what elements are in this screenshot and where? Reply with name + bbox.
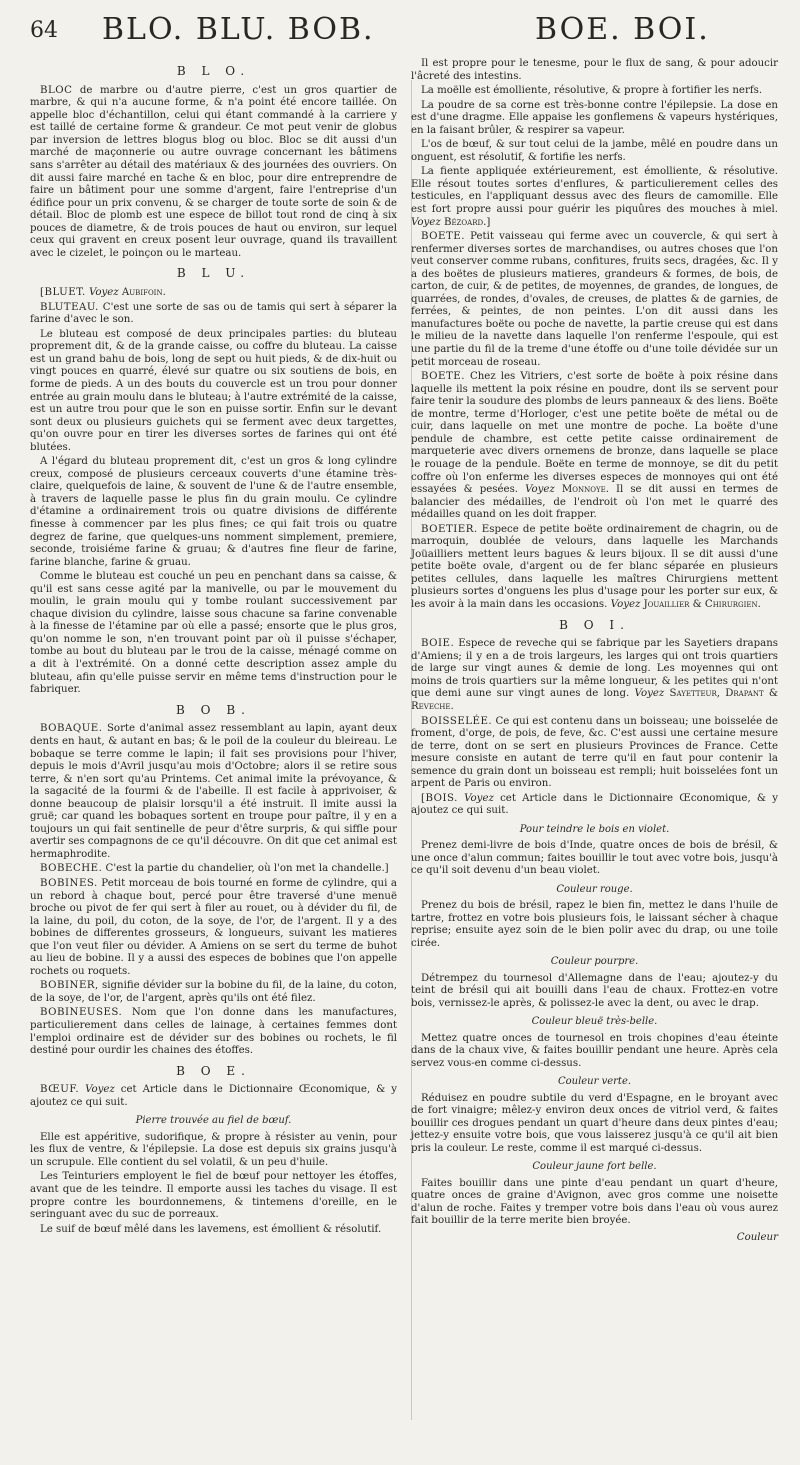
recipe-paragraph: Mettez quatre onces de tournesol en trois chopines d'eau éteinte dans de la chaux vive, & faites bouillir pendant une heure. Après cela servez vous-en comme ci-dessus. xyxy=(411,1032,778,1069)
catchword: Couleur xyxy=(736,1231,778,1243)
entry-text: cet Article dans le Dictionnaire Œconomique, & y ajoutez ce qui suit. xyxy=(30,1084,398,1108)
recipe-paragraph: Prenez demi-livre de bois d'Inde, quatre onces de bois de brésil, & une once d'alun commun; faites bouillir le tout avec votre bois, jusqu'à ce qu'il soit devenu d'un beau violet. xyxy=(411,840,778,877)
cross-reference: Sayetteur, Drapant & Reveche. xyxy=(411,688,778,712)
entry-boete-vitriers xyxy=(411,371,778,522)
entry-bois xyxy=(411,793,778,818)
entry-bluteau xyxy=(30,302,397,327)
page-number: 64 xyxy=(30,18,58,43)
see-also: Voyez xyxy=(518,484,562,496)
paragraph: Le suif de bœuf mêlé dans les lavemens, est émollient & résolutif. xyxy=(40,1223,382,1235)
headword: [BLUET. xyxy=(40,287,86,299)
entry-text: Nom que l'on donne dans les manufactures, particulierement dans celles de lainage, à certaines femmes dont l'emploi ordinaire est de dévider sur des bobines ou rochets, le fil destiné pour ourdir les chaines des étoffes. xyxy=(30,1007,397,1057)
cross-reference: Monnoye. xyxy=(561,484,609,496)
see-also: Voyez xyxy=(607,598,644,610)
see-also: Voyez xyxy=(411,216,444,228)
see-also: Voyez xyxy=(79,1084,121,1096)
entry-bobines xyxy=(30,878,397,978)
paragraph: Elle est appéritive, sudorifique, & propre à résister au venin, pour les flux de ventre, & l'épilepsie. La dose est depuis six grains jusqu'à un scrupule. Elle contient du sel volatil, & un peu d'huile. xyxy=(30,1131,397,1168)
subheading: Couleur pourpre. xyxy=(550,956,639,968)
entry-bobeche xyxy=(30,863,397,876)
paragraph: La moëlle est émolliente, résolutive, & propre à fortifier les nerfs. xyxy=(421,85,763,97)
left-column xyxy=(30,58,397,1244)
see-also: Voyez xyxy=(85,287,122,299)
running-title-left: BLO. BLU. BOB. xyxy=(102,12,375,47)
recipe-paragraph: Détrempez du tournesol d'Allemagne dans de l'eau; ajoutez-y du teint de brésil qui ait bouilli dans l'eau de chaux. Frottez-en votre bois, vernissez-le après, & polissez-le avec la dent, ou avec le drap. xyxy=(411,972,778,1009)
see-also: Voyez xyxy=(629,688,670,700)
headword: BOBINES. xyxy=(40,877,98,889)
recipe-paragraph: Réduisez en poudre subtile du verd d'Espagne, en le broyant avec de fort vinaigre; mêlez-y environ deux onces de vitriol verd, & faites bouillir ces drogues pendant un quart d'heure dans deux pintes d'eau; jettez-y ensuite votre bois, que vous laisserez jusqu'à ce qu'il ait bien pris la couleur. Le reste, comme il est marqué ci-dessus. xyxy=(411,1092,778,1154)
entry-text: Petit vaisseau qui ferme avec un couvercle, & qui sert à renfermer diverses sortes de marchandises, ou autres choses que l'on veut conserver comme rubans, confitures, fruits secs, dragées, &c. Il y a des boëtes de plusieurs matieres, grandeurs & formes, de bois, de carton, de cuir, & de petites, de moyennes, de grandes, de longues, de quarrées, de rondes, d'ovales, de creuses, de plattes & de garnies, de ferrées, & peintes, de non peintes. L'on dit aussi dans les manufactures boëte ou poche de navette, la partie creuse qui est dans le milieu de la navette dans laquelle l'on renferme l'espoule, qui est une partie du fil de la treme d'une étoffe ou d'une toile dévidée sur un petit morceau de roseau. xyxy=(411,231,778,368)
headword: BOETE. xyxy=(421,371,465,383)
paragraph: L'os de bœuf, & sur tout celui de la jambe, mêlé en poudre dans un onguent, est résolutif, & fortifie les nerfs. xyxy=(411,139,778,163)
paragraph: Le bluteau est composé de deux principales parties: du bluteau proprement dit, & de la grande caisse, ou coffre du bluteau. La caisse est un grand bahu de bois, long de sept ou huit pieds, & de dix-huit ou vingt pouces en quarré, élevé sur quatre ou six soutiens de bois, en forme de pieds. A un des bouts du couvercle est un trou pour donner entrée au grain moulu dans le bluteau; à l'autre extrémité de la caisse, est un autre trou pour que le son en puisse sortir. Enfin sur le devant sont deux ou plusieurs guichets qui se ferment avec deux targettes, qu'on ouvre pour en tirer les diverses sortes de farines qui ont été blutées. xyxy=(30,328,397,453)
subheading: Couleur jaune fort belle. xyxy=(532,1161,657,1173)
headword: BŒUF. xyxy=(40,1084,80,1096)
entry-text: cet Article dans le Dictionnaire Œconomique, & y ajoutez ce qui suit. xyxy=(411,792,778,817)
entry-boete xyxy=(411,231,778,369)
entry-text: signifie dévider sur la bobine du fil, de la laine, du coton, de la soye, de l'or, de l'argent, après qu'ils ont été filez. xyxy=(30,980,397,1004)
entry-text: C'est la partie du chandelier, où l'on met la chandelle.] xyxy=(102,863,389,875)
paragraph: Comme le bluteau est couché un peu en penchant dans sa caisse, & qu'il est sans cesse agité par la manivelle, ou par le mouvement du moulin, le grain moulu qui y tombe roulant successivement par chaque division du cylindre, laisse sous chacune sa farine convenable à la finesse de l'étamine par où elle a passé; ensorte que le plus gros, qu'on nomme le son, n'en trouvant point par où il puisse s'échaper, tombe au bout du bluteau par le trou de la caisse, ménagé comme on a dit à l'extrémité. On a donné cette description assez ample du bluteau, afin qu'elle puisse servir en même tems d'instruction pour le fabriquer. xyxy=(30,571,397,696)
paragraph: La poudre de sa corne est très-bonne contre l'épilepsie. La dose en est d'une dragme. Elle appaise les gonflemens & vapeurs hystériques, en la faisant brûler, & respirer sa vapeur. xyxy=(411,99,778,136)
entry-text: Sorte d'animal assez ressemblant au lapin, ayant deux dents en haut, & autant en bas; & le poil de la couleur du bleireau. Le bobaque se terre comme le lapin; il fait ses provisions pour l'hiver, depuis le mois d'Avril jusqu'au mois d'Octobre; alors il se retire sous terre, & n'en sort qu'au Printems. Cet animal imite la prévoyance, & la sagacité de la fourmi & de l'abeille. Il est facile à apprivoiser, & donne beaucoup de plaisir lorsqu'il a été instruit. Il imite aussi la gruë; car quand les bobaques sortent en troupe pour paître, il y en a toujours un qui fait sentinelle de peur d'être surpris, & qui siffle pour avertir ses compagnons de ce qu'il découvre. On dit que cet animal est hermaphrodite. xyxy=(30,723,397,860)
subheading: Pour teindre le bois en violet. xyxy=(519,823,670,835)
recipe-paragraph: Faites bouillir dans une pinte d'eau pendant un quart d'heure, quatre onces de graine d'Avignon, avec gros comme une noisette d'alun de roche. Faites y tremper votre bois dans l'eau où vous aurez fait bouillir de la terre merite bien broyée. xyxy=(411,1177,778,1227)
section-heading: B L U. xyxy=(176,266,251,281)
subheading: Couleur verte. xyxy=(557,1076,632,1088)
running-title-right: BOE. BOI. xyxy=(535,12,710,47)
entry-text: Espece de reveche qui se fabrique par les Sayetiers drapans d'Amiens; il y en a de trois largeurs, les larges qui ont trois quartiers de large sur vingt aunes & demie de long. Les moyennes qui ont moins de trois quartiers sur la même longueur, & les petites qui n'ont que demi aune sur vingt aunes de long. xyxy=(411,638,778,700)
subheading: Pierre trouvée au fiel de bœuf. xyxy=(135,1115,292,1127)
paragraph xyxy=(411,166,778,229)
entry-bloc xyxy=(30,85,397,261)
section-heading: B O B. xyxy=(176,702,251,717)
entry-boisselee xyxy=(411,716,778,791)
entry-boetier xyxy=(411,524,778,612)
subheading: Couleur bleuë très-belle. xyxy=(531,1016,658,1028)
cross-reference: Bézoard.] xyxy=(443,216,491,228)
section-heading: B O I. xyxy=(559,617,630,632)
paragraph-text: La fiente appliquée extérieurement, est émolliente, & résolutive. Elle résout toutes sortes d'enflures, & particulierement celles des testicules, en l'appliquant dessus avec des fleurs de camomille. Elle est fort propre aussi pour guérir les piquûres des mouches à miel. xyxy=(411,166,778,216)
entry-text: C'est une sorte de sas ou de tamis qui sert à séparer la farine d'avec le son. xyxy=(30,301,397,326)
entry-text: Il se dit aussi en termes de balancier des médailles, de l'endroit où l'on met le quarré des médailles quand on les doit frapper. xyxy=(411,484,779,521)
section-heading: B O E. xyxy=(176,1063,251,1078)
recipe-paragraph: Prenez du bois de brésil, rapez le bien fin, mettez le dans l'huile de tartre, frottez en votre bois plusieurs fois, le laissant sécher à chaque reprise; ensuite ayez soin de le bien polir avec du drap, ou une toile cirée. xyxy=(411,900,778,949)
entry-bobineuses xyxy=(30,1007,397,1057)
entry-text: Espece de petite boëte ordinairement de chagrin, ou de marroquin, doublée de velours, dans laquelle les Marchands Joüailliers mettent leurs bagues & leurs bijoux. Il se dit aussi d'une petite boëte ovale, d'argent ou de fer blanc séparée en plusieurs petites cellules, dans laquelle les maîtres Chirurgiens mettent plusieurs sortes d'onguens les plus d'usage pour les porter sur eux, & les avoir à la main dans les occasions. xyxy=(411,523,778,610)
subheading: Couleur rouge. xyxy=(556,883,633,895)
headword: BOBECHE. xyxy=(40,863,103,875)
paragraph: Les Teinturiers employent le fiel de bœuf pour nettoyer les étoffes, avant que de les teindre. Il emporte aussi les taches du visage. Il est propre contre les bourdonnemens, & tintemens d'oreille, en le seringuant avec du suc de porreaux. xyxy=(30,1171,397,1221)
headword: [BOIS. xyxy=(421,792,458,804)
cross-reference: Aubifoin. xyxy=(121,287,166,299)
headword: BOBAQUE. xyxy=(40,723,103,735)
entry-text: de marbre ou d'autre pierre, c'est un gros quartier de marbre, & qui n'a aucune forme, & n'a point été encore taillée. On appelle bloc d'échantillon, celui qui étant commandé à la carriere y est taillé de certaine forme & grandeur. Ce mot peut venir de globus par inversion de lettres blogus blog ou bloc. Bloc se dit aussi d'un marché de maçonnerie ou autre ouvrage concernant les bâtimens sans s'arrêter au détail des matériaux & des journées des ouvriers. On dit aussi faire marché en tache & en bloc, pour dire entreprendre de faire un bâtiment pour une somme d'argent, faire l'entreprise d'un édifice pour un prix convenu, & se charger de toute sorte de soin & de détail. Bloc de plomb est une espece de billot tout rond de cinq à six pouces de diametre, & de trois pouces de haut ou environ, sur lequel ceux qui gravent en creux posent leur ouvrage, quand ils travaillent avec le cizelet, le poinçon ou le marteau. xyxy=(30,84,397,259)
entry-boie xyxy=(411,638,778,713)
right-column xyxy=(411,58,778,1244)
headword: BOBINEUSES. xyxy=(40,1007,123,1019)
headword: BOETIER. xyxy=(421,523,478,535)
entry-text: Chez les Vitriers, c'est sorte de boëte à poix résine dans laquelle ils mettent la poix résine en poudre, dont ils se servent pour faire tenir la soudure des plombs de leurs panneaux & des liens. Boëte de montre, terme d'Horloger, c'est une petite boëte de métal ou de cuir, dans laquelle on met une montre de poche. La boëte d'une pendule de chambre, est cette petite caisse ordinairement de marqueterie avec divers ornemens de bronze, dans laquelle se place le rouage de la pendule. Boëte en terme de monnoye, se dit du petit coffre où l'on enferme les diverses especes de monnoyes qui ont été essayées & pesées. xyxy=(411,371,778,496)
headword: BOETE. xyxy=(421,231,465,243)
entry-bobaque xyxy=(30,723,397,861)
section-heading: B L O. xyxy=(176,64,251,78)
entry-bluet xyxy=(30,287,397,300)
entry-bobiner xyxy=(30,980,397,1005)
headword: BLOC xyxy=(40,84,73,96)
entry-boeuf xyxy=(30,1084,397,1109)
see-also: Voyez xyxy=(457,792,501,804)
cross-reference: Jouaillier & Chirurgien. xyxy=(643,598,761,610)
paragraph: Il est propre pour le tenesme, pour le flux de sang, & pour adoucir l'âcreté des intestins. xyxy=(411,58,778,82)
entry-text: Ce qui est contenu dans un boisseau; une boisselée de froment, d'orge, de pois, de feve, &c. C'est aussi une certaine mesure de terre, dont on se sert en plusieurs Provinces de France. Cette mesure consiste en autant de terre qu'il en faut pour contenir la semence du grain dont un boisseau est rempli; huit boisselées font un arpent de Paris ou environ. xyxy=(411,715,778,790)
headword: BOIE. xyxy=(421,638,455,650)
text-columns xyxy=(30,58,778,1244)
paragraph: A l'égard du bluteau proprement dit, c'est un gros & long cylindre creux, composé de plusieurs cerceaux couverts d'une étamine très-claire, quelquefois de laine, & souvent de l'une & de l'autre ensemble, à travers de laquelle passe le plus fin du grain moulu. Ce cylindre d'étamine a ordinairement trois ou quatre divisions de différente finesse à commencer par les plus fines; ce qui fait trois ou quatre degrez de farine, que quelques-uns nomment simplement, premiere, seconde, troisiéme farine & gruau; & d'autres fine fleur de farine, farine blanche, farine & gruau. xyxy=(30,456,397,568)
headword: BLUTEAU. xyxy=(40,301,99,313)
headword: BOBINER, xyxy=(40,980,99,992)
entry-text: Petit morceau de bois tourné en forme de cylindre, qui a un rebord à chaque bout, percé pour être traversé d'une menuë broche ou pivot de fer qui sert à filer au rouet, ou à dévider du fil, de la laine, du poil, du coton, de la soye, de l'or, de l'argent. Il y a des bobines de differentes grosseurs, & longueurs, suivant les matieres que l'on veut filer ou dévider. A Amiens on se sert du terme de buhot au lieu de bobine. Il y a aussi des especes de bobines que l'on appelle rochets ou roquets. xyxy=(30,877,397,977)
headword: BOISSELÉE. xyxy=(421,715,493,727)
